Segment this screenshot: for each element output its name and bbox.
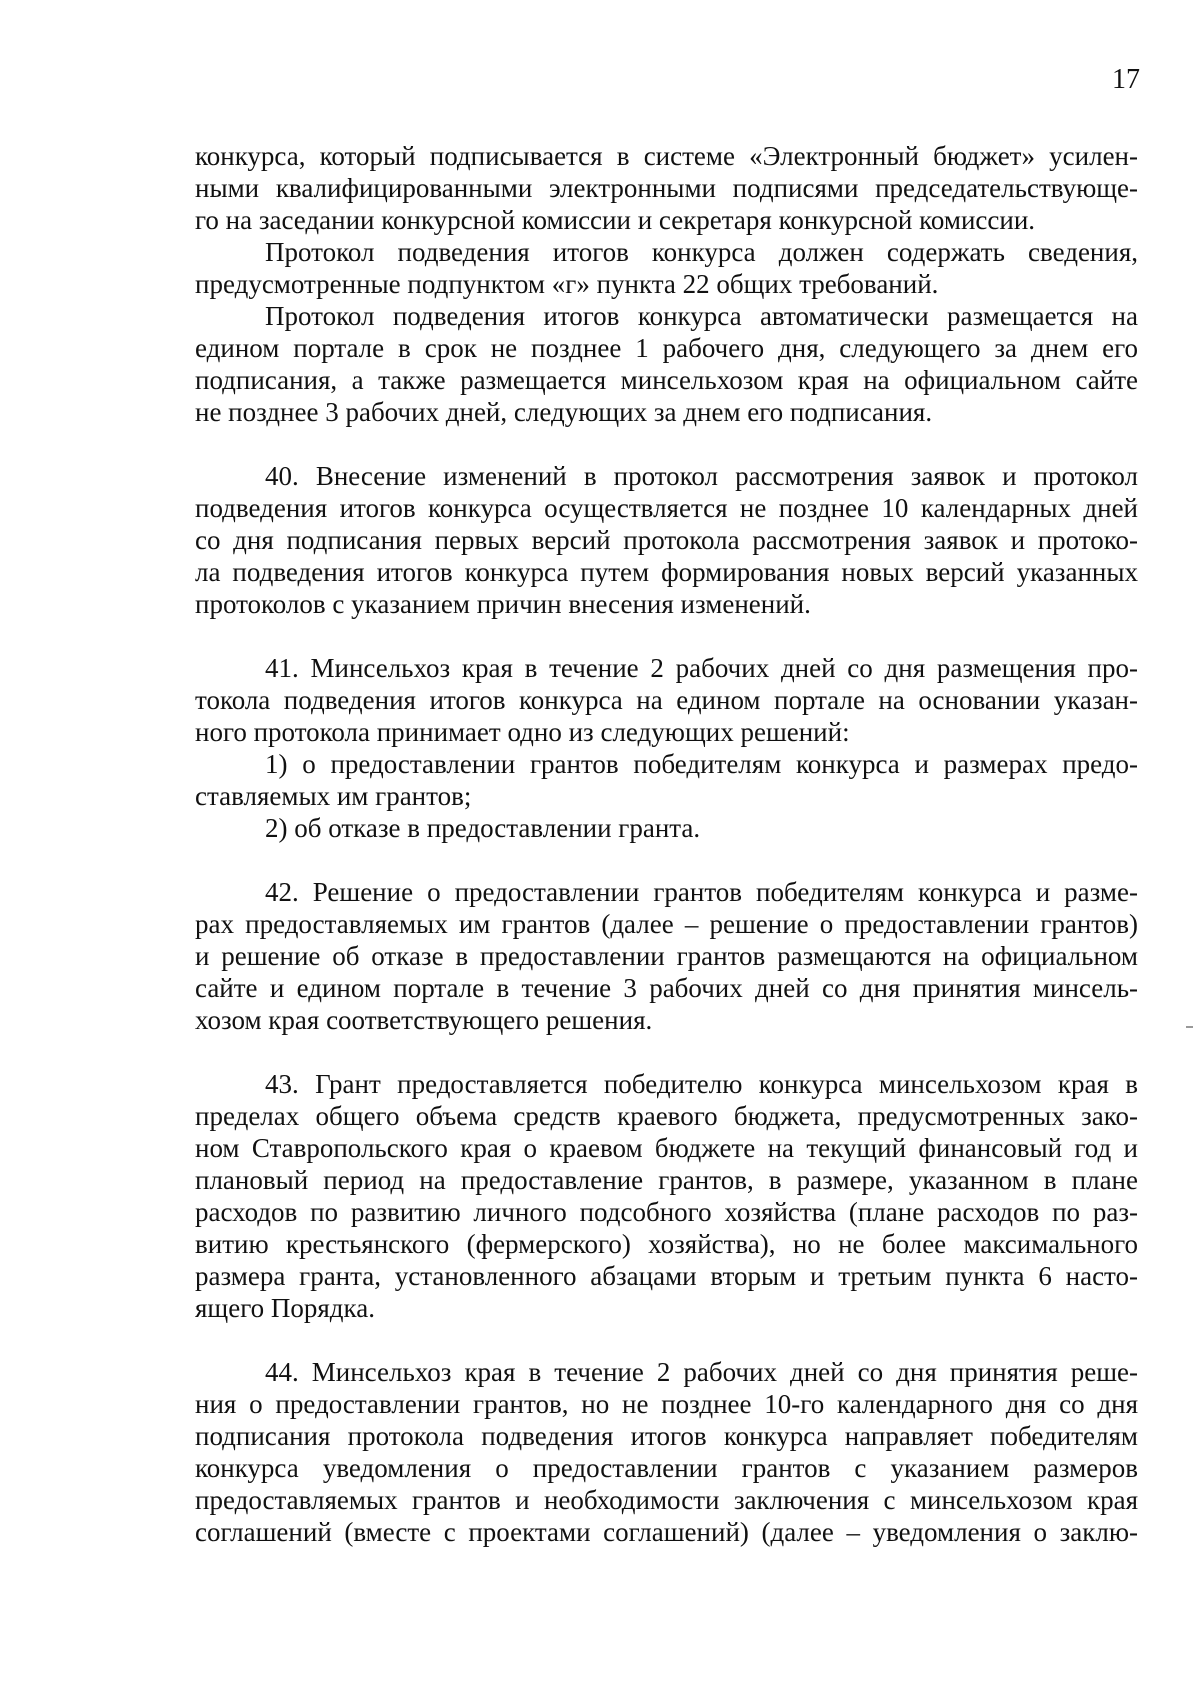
paragraph-line: ния о предоставлении грантов, но не позднее 10-го календарного дня со дня — [195, 1389, 1138, 1419]
paragraph-line: предусмотренные подпунктом «г» пункта 22 общих требований. — [195, 269, 939, 299]
paragraph-line: едином портале в срок не позднее 1 рабочего дня, следующего за днем его — [195, 333, 1138, 363]
scan-artifact — [1186, 1026, 1193, 1028]
paragraph-line: витию крестьянского (фермерского) хозяйства), но не более максимального — [195, 1229, 1138, 1259]
list-item-line: 1) о предоставлении грантов победителям конкурса и размерах предо- — [265, 749, 1138, 779]
paragraph-line: токола подведения итогов конкурса на едином портале на основании указан- — [195, 685, 1138, 715]
paragraph-line: 43. Грант предоставляется победителю конкурса минсельхозом края в — [265, 1069, 1138, 1099]
paragraph-line: 40. Внесение изменений в протокол рассмотрения заявок и протокол — [265, 461, 1138, 491]
paragraph-line: ного протокола принимает одно из следующих решений: — [195, 717, 850, 747]
paragraph-line: и решение об отказе в предоставлении грантов размещаются на официальном — [195, 941, 1138, 971]
paragraph-line: соглашений (вместе с проектами соглашений) (далее – уведомления о заклю- — [195, 1517, 1138, 1547]
paragraph-line: протоколов с указанием причин внесения изменений. — [195, 589, 811, 619]
paragraph-line: плановый период на предоставление грантов, в размере, указанном в плане — [195, 1165, 1138, 1195]
paragraph-line: пределах общего объема средств краевого бюджета, предусмотренных зако- — [195, 1101, 1138, 1131]
paragraph-line: конкурса уведомления о предоставлении грантов с указанием размеров — [195, 1453, 1138, 1483]
paragraph-line: го на заседании конкурсной комиссии и секретаря конкурсной комиссии. — [195, 205, 1036, 235]
paragraph-line: ными квалифицированными электронными подписями председательствующе- — [195, 173, 1138, 203]
paragraph-line: подведения итогов конкурса осуществляется не позднее 10 календарных дней — [195, 493, 1138, 523]
paragraph-line: 41. Минсельхоз края в течение 2 рабочих дней со дня размещения про- — [265, 653, 1138, 683]
paragraph-line: 42. Решение о предоставлении грантов победителям конкурса и разме- — [265, 877, 1138, 907]
paragraph-line: 44. Минсельхоз края в течение 2 рабочих дней со дня принятия реше- — [265, 1357, 1138, 1387]
paragraph-line: сайте и едином портале в течение 3 рабочих дней со дня принятия минсель- — [195, 973, 1138, 1003]
paragraph-line: подписания протокола подведения итогов конкурса направляет победителям — [195, 1421, 1138, 1451]
paragraph-line: размера гранта, установленного абзацами вторым и третьим пункта 6 насто- — [195, 1261, 1138, 1291]
paragraph-line: подписания, а также размещается минсельхозом края на официальном сайте — [195, 365, 1138, 395]
paragraph-line: Протокол подведения итогов конкурса должен содержать сведения, — [265, 237, 1138, 267]
paragraph-line: со дня подписания первых версий протокола рассмотрения заявок и протоко- — [195, 525, 1138, 555]
paragraph-line: рах предоставляемых им грантов (далее – решение о предоставлении грантов) — [195, 909, 1138, 939]
paragraph-line: хозом края соответствующего решения. — [195, 1005, 653, 1035]
list-item-line: ставляемых им грантов; — [195, 781, 472, 811]
paragraph-line: Протокол подведения итогов конкурса автоматически размещается на — [265, 301, 1138, 331]
paragraph-line: расходов по развитию личного подсобного хозяйства (плане расходов по раз- — [195, 1197, 1138, 1227]
paragraph-line: ла подведения итогов конкурса путем формирования новых версий указанных — [195, 557, 1138, 587]
paragraph-line: конкурса, который подписывается в системе «Электронный бюджет» усилен- — [195, 141, 1138, 171]
page-number: 17 — [1112, 64, 1140, 95]
paragraph-line: не позднее 3 рабочих дней, следующих за днем его подписания. — [195, 397, 933, 427]
paragraph-line: ящего Порядка. — [195, 1293, 375, 1323]
paragraph-line: предоставляемых грантов и необходимости заключения с минсельхозом края — [195, 1485, 1138, 1515]
paragraph-line: ном Ставропольского края о краевом бюджете на текущий финансовый год и — [195, 1133, 1138, 1163]
list-item-line: 2) об отказе в предоставлении гранта. — [265, 813, 701, 843]
